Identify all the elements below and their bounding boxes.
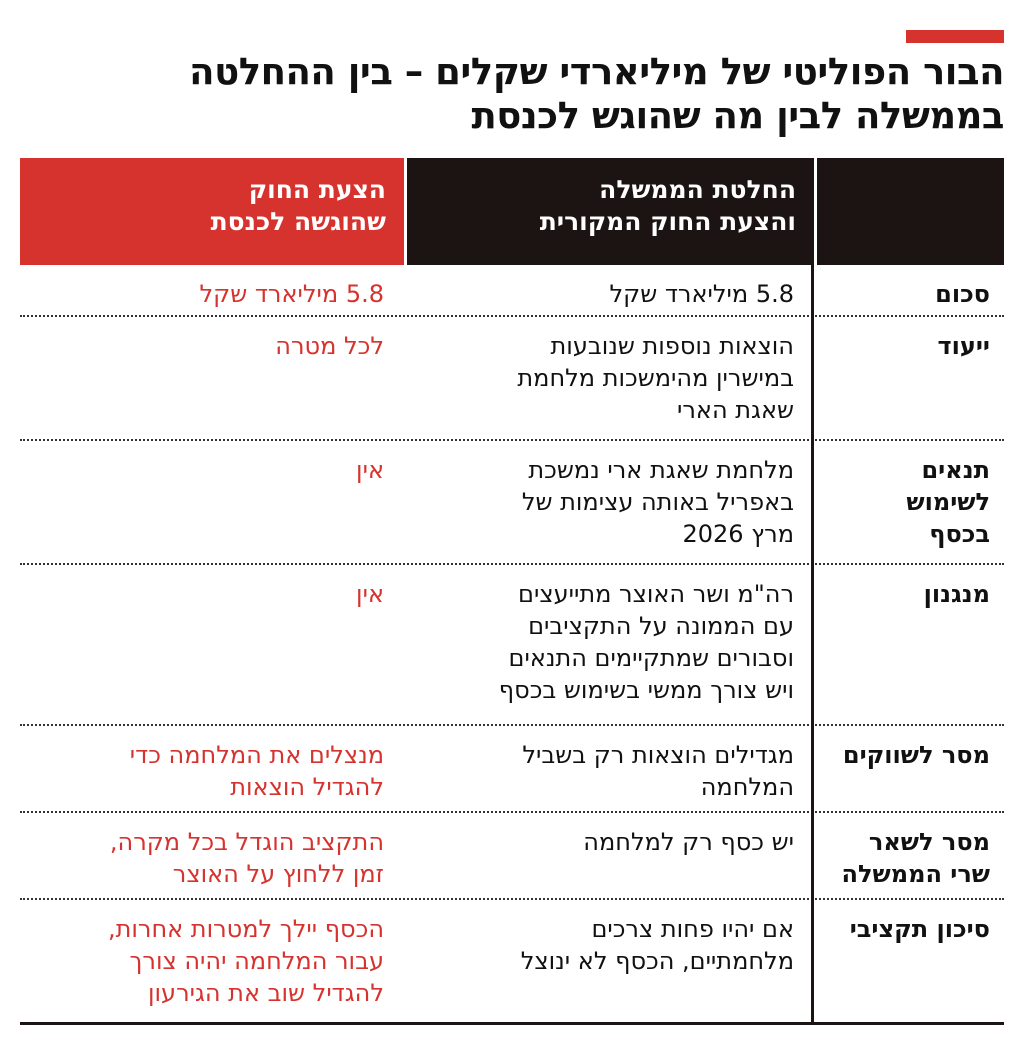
title-line-1: הבור הפוליטי של מיליארדי שקלים – בין ההחלטה bbox=[189, 50, 1004, 93]
row-label bbox=[814, 813, 1004, 898]
bill-cell-line: התקציב הוגדל בכל מקרה, bbox=[109, 828, 384, 856]
bill-cell-line: עבור המלחמה יהיה צורך bbox=[129, 947, 384, 975]
table-row bbox=[20, 265, 1004, 317]
row-label-line: סיכון תקציבי bbox=[849, 915, 990, 943]
government-cell-line: רה"מ ושר האוצר מתייעצים bbox=[518, 580, 794, 608]
accent-bar bbox=[906, 30, 1004, 43]
row-label-line: מנגנון bbox=[923, 580, 990, 608]
table-row bbox=[20, 900, 1004, 1025]
table-row bbox=[20, 565, 1004, 726]
header-government-decision bbox=[404, 158, 814, 265]
government-cell-line: יש כסף רק למלחמה bbox=[583, 828, 794, 856]
government-cell-line: מלחמת שאגת ארי נמשכת bbox=[528, 456, 794, 484]
government-cell bbox=[404, 565, 814, 724]
row-label-line: מסר לשאר bbox=[868, 828, 990, 856]
row-label bbox=[814, 726, 1004, 811]
row-label-line: בכסף bbox=[929, 520, 990, 548]
bill-cell bbox=[20, 813, 404, 898]
row-label-line: סכום bbox=[935, 280, 990, 308]
row-label bbox=[814, 265, 1004, 315]
table-row bbox=[20, 317, 1004, 441]
government-cell bbox=[404, 900, 814, 1022]
comparison-table bbox=[20, 158, 1004, 1025]
government-cell-line: באפריל באותה עצימות של bbox=[521, 488, 794, 516]
table-row bbox=[20, 726, 1004, 813]
table-body bbox=[20, 265, 1004, 1025]
title-line-2: בממשלה לבין מה שהוגש לכנסת bbox=[471, 94, 1004, 137]
government-cell-line: מלחמתיים, הכסף לא ינוצל bbox=[520, 947, 794, 975]
bill-cell-line: 5.8 מיליארד שקל bbox=[199, 280, 384, 308]
government-cell bbox=[404, 317, 814, 439]
row-label-line: לשימוש bbox=[906, 488, 990, 516]
government-cell bbox=[404, 813, 814, 898]
government-cell bbox=[404, 441, 814, 563]
government-cell-line: עם הממונה על התקציבים bbox=[528, 612, 794, 640]
bill-cell-line: להגדיל שוב את הגירעון bbox=[147, 979, 384, 1007]
table-header bbox=[20, 158, 1004, 265]
bill-cell bbox=[20, 565, 404, 724]
government-cell bbox=[404, 265, 814, 315]
bill-cell-line: להגדיל הוצאות bbox=[230, 773, 384, 801]
government-cell-line: 5.8 מיליארד שקל bbox=[609, 280, 794, 308]
table-row bbox=[20, 813, 1004, 900]
government-cell-line: במישרין מהימשכות מלחמת bbox=[517, 364, 794, 392]
government-cell-line: וסבורים שמתקיימים התנאים bbox=[508, 644, 794, 672]
bill-cell-line: אין bbox=[356, 456, 384, 484]
government-cell-line: הוצאות נוספות שנובעות bbox=[550, 332, 794, 360]
row-label-line: מסר לשווקים bbox=[842, 741, 990, 769]
header-bill-submitted bbox=[20, 158, 404, 265]
header-bill-line: הצעת החוק bbox=[248, 175, 386, 204]
bill-cell-line: זמן ללחוץ על האוצר bbox=[172, 860, 384, 888]
bill-cell bbox=[20, 900, 404, 1022]
government-cell-line: מגדילים הוצאות רק בשביל bbox=[522, 741, 794, 769]
bill-cell-line: אין bbox=[356, 580, 384, 608]
bill-cell bbox=[20, 317, 404, 439]
bill-cell bbox=[20, 441, 404, 563]
table-row bbox=[20, 441, 1004, 565]
header-bill-line: שהוגשה לכנסת bbox=[210, 207, 386, 236]
government-cell-line: אם יהיו פחות צרכים bbox=[591, 915, 794, 943]
government-cell-line: שאגת הארי bbox=[677, 396, 794, 424]
bill-cell-line: לכל מטרה bbox=[275, 332, 384, 360]
government-cell-line: מרץ 2026 bbox=[682, 520, 794, 548]
government-cell-line: ויש צורך ממשי בשימוש בכסף bbox=[498, 676, 794, 704]
row-label-line: שרי הממשלה bbox=[841, 860, 990, 888]
bill-cell bbox=[20, 265, 404, 315]
header-government-line: החלטת הממשלה bbox=[599, 175, 796, 204]
header-government-line: והצעת החוק המקורית bbox=[539, 207, 796, 236]
header-label-column bbox=[814, 158, 1004, 265]
government-cell-line: המלחמה bbox=[700, 773, 794, 801]
bill-cell bbox=[20, 726, 404, 811]
row-label bbox=[814, 441, 1004, 563]
bill-cell-line: הכסף יילך למטרות אחרות, bbox=[107, 915, 384, 943]
row-label bbox=[814, 317, 1004, 439]
bill-cell-line: מנצלים את המלחמה כדי bbox=[129, 741, 384, 769]
page-title bbox=[20, 50, 1004, 138]
row-label-line: תנאים bbox=[921, 456, 990, 484]
government-cell bbox=[404, 726, 814, 811]
row-label bbox=[814, 565, 1004, 724]
row-label bbox=[814, 900, 1004, 1022]
row-label-line: ייעוד bbox=[937, 332, 990, 360]
